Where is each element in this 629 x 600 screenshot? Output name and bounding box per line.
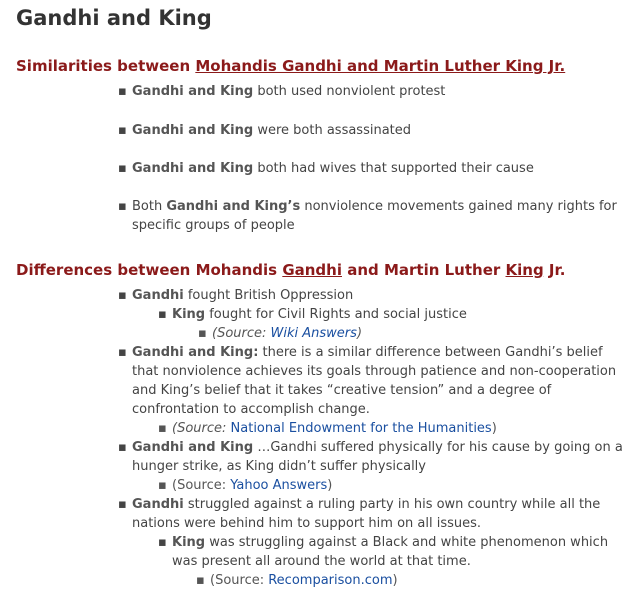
sub-list-item bbox=[158, 305, 623, 343]
bullet-icon: ▪ bbox=[118, 84, 127, 99]
item-bold: Gandhi and King’s bbox=[166, 199, 301, 214]
source-link-wiki-answers[interactable]: Wiki Answers bbox=[270, 326, 357, 341]
list-item bbox=[118, 438, 623, 495]
similarities-heading-link[interactable]: Mohandis Gandhi and Martin Luther King Jr. bbox=[195, 57, 566, 75]
bullet-icon: ▪ bbox=[158, 478, 167, 493]
source-list bbox=[196, 571, 623, 590]
source-link-neh[interactable]: National Endowment for the Humanities bbox=[230, 421, 492, 436]
bullet-icon: ▪ bbox=[198, 326, 207, 341]
source-item bbox=[196, 571, 623, 590]
list-item bbox=[118, 495, 623, 590]
item-text: …Gandhi suffered physically for his cause by going on a hunger strike, as King didn’t suffer physically bbox=[132, 440, 623, 474]
differences-heading bbox=[16, 261, 565, 279]
bullet-icon: ▪ bbox=[196, 573, 205, 588]
list-item bbox=[118, 343, 623, 438]
source-list bbox=[158, 476, 623, 495]
item-text: struggled against a ruling party in his own country while all the nations were behind him to support him on all issues. bbox=[132, 497, 601, 531]
differences-list bbox=[118, 286, 623, 590]
list-item bbox=[118, 159, 618, 197]
similarities-heading-prefix: Similarities between bbox=[16, 57, 196, 75]
differences-heading-link-gandhi[interactable]: Gandhi bbox=[282, 261, 342, 279]
item-text: nonviolence movements gained many rights for specific groups of people bbox=[132, 199, 617, 233]
differences-heading-link-king[interactable]: King bbox=[505, 261, 544, 279]
sub-list bbox=[158, 305, 623, 343]
bullet-icon: ▪ bbox=[118, 199, 127, 214]
item-text: fought British Oppression bbox=[183, 288, 354, 303]
source-item bbox=[198, 324, 623, 343]
source-post: ) bbox=[491, 421, 497, 436]
source-list bbox=[158, 419, 623, 438]
source-list bbox=[198, 324, 623, 343]
bullet-icon: ▪ bbox=[118, 123, 127, 138]
bullet-icon: ▪ bbox=[158, 307, 167, 322]
item-pre: Both bbox=[132, 199, 167, 214]
item-bold: Gandhi and King bbox=[132, 84, 254, 99]
item-text: fought for Civil Rights and social justice bbox=[205, 307, 467, 322]
source-link-yahoo-answers[interactable]: Yahoo Answers bbox=[230, 478, 328, 493]
item-text: were both assassinated bbox=[253, 123, 412, 138]
list-item bbox=[118, 197, 618, 235]
bullet-icon: ▪ bbox=[158, 535, 167, 550]
source-post: ) bbox=[327, 478, 333, 493]
item-bold: Gandhi and King bbox=[132, 123, 254, 138]
item-bold: Gandhi and King bbox=[132, 161, 254, 176]
source-pre: (Source: bbox=[212, 326, 271, 341]
differences-heading-a: Differences between Mohandis bbox=[16, 261, 283, 279]
item-text: both used nonviolent protest bbox=[253, 84, 446, 99]
item-text: both had wives that supported their cause bbox=[253, 161, 534, 176]
list-item bbox=[118, 286, 623, 343]
bullet-icon: ▪ bbox=[118, 497, 127, 512]
item-text: was struggling against a Black and white phenomenon which was present all around the world at that time. bbox=[172, 535, 609, 569]
item-bold: King bbox=[172, 535, 206, 550]
page-title: Gandhi and King bbox=[16, 6, 212, 30]
similarities-list bbox=[118, 82, 618, 235]
similarities-heading bbox=[16, 57, 565, 75]
source-pre: (Source: bbox=[210, 573, 269, 588]
sub-list bbox=[158, 533, 623, 590]
bullet-icon: ▪ bbox=[118, 345, 127, 360]
item-bold: Gandhi bbox=[132, 288, 184, 303]
sub-list-item bbox=[158, 533, 623, 590]
item-bold: Gandhi and King bbox=[132, 440, 254, 455]
item-bold: King bbox=[172, 307, 206, 322]
item-bold: Gandhi and King: bbox=[132, 345, 259, 360]
source-post: ) bbox=[356, 326, 363, 341]
differences-heading-c: Jr. bbox=[543, 261, 566, 279]
list-item bbox=[118, 82, 618, 121]
source-pre: (Source: bbox=[172, 421, 231, 436]
source-item bbox=[158, 419, 623, 438]
bullet-icon: ▪ bbox=[118, 161, 127, 176]
differences-heading-b: and Martin Luther bbox=[341, 261, 506, 279]
source-item bbox=[158, 476, 623, 495]
item-text: there is a similar difference between Gandhi’s belief that nonviolence achieves its goals through patience and non-cooperation and King’s belief that it takes “creative tension” and a degree of confrontation to accomplish change. bbox=[132, 345, 617, 417]
source-link-recomparison[interactable]: Recomparison.com bbox=[268, 573, 393, 588]
list-item bbox=[118, 121, 618, 159]
source-pre: (Source: bbox=[172, 478, 231, 493]
bullet-icon: ▪ bbox=[158, 421, 167, 436]
source-post: ) bbox=[392, 573, 398, 588]
item-bold: Gandhi bbox=[132, 497, 184, 512]
bullet-icon: ▪ bbox=[118, 440, 127, 455]
bullet-icon: ▪ bbox=[118, 288, 127, 303]
